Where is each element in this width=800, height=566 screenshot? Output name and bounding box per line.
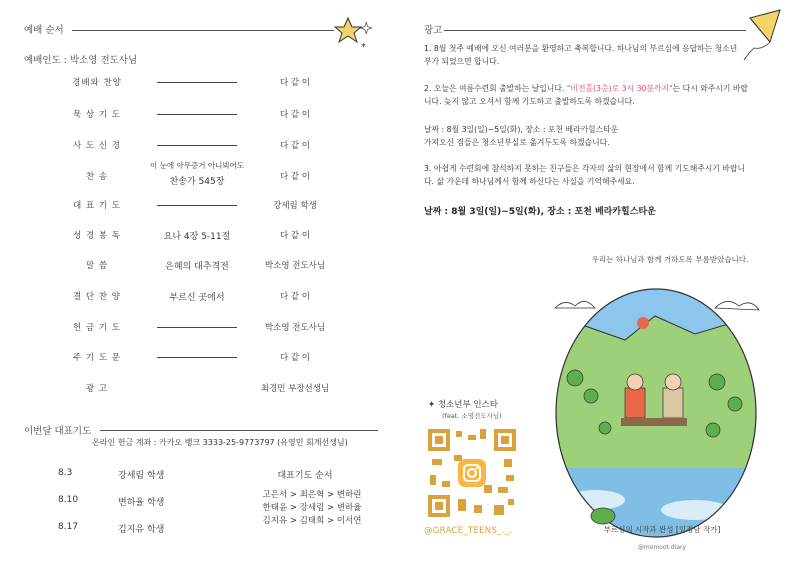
offering-account: 온라인 헌금 계좌 : 카카오 뱅크 3333-25-9773797 (유영민 회계선생님)	[92, 438, 348, 447]
order-label: 결 단 찬 양	[73, 292, 121, 302]
ann2-text: 2. 오늘은 여름수련회 출발하는 날입니다.	[424, 84, 567, 93]
order-blank	[157, 82, 237, 83]
insta-title-text: 청소년부 인스타	[437, 400, 499, 410]
order-label: 주 기 도 문	[73, 353, 121, 363]
insta-handle[interactable]: @GRACE_TEENS_._.	[424, 526, 513, 536]
order-item: 요나 4장 5-11절	[163, 232, 231, 242]
ann2-highlight: "비전홀(3층)로 3시 30분까지"	[566, 84, 673, 93]
ann2-details	[424, 123, 754, 149]
illustration-caption: 부르심의 시작과 완성 [임정남 작가]	[603, 525, 721, 534]
order-label: 묵 상 기 도	[73, 110, 121, 120]
announcement-1: 1. 8월 첫주 예배에 오신 여러분을 환영하고 축복합니다. 하나님의 부르심에 응답하는 청소년부가 되었으면 합니다.	[424, 44, 738, 66]
order-person: 다 같 이	[279, 141, 311, 151]
insta-sub: (feat. 소영전도사님)	[442, 412, 502, 420]
order-label: 찬 송	[85, 172, 109, 182]
retreat-info: 날짜 : 8월 3일(일)~5일(화), 장소 : 포천 베라카힐스타운	[424, 207, 656, 217]
prayer-date: 8.17	[58, 522, 79, 532]
ann2-detail: 가져오신 짐들은 청소년부실로 옮겨두도록 하겠습니다.	[424, 138, 610, 147]
star-icon	[334, 14, 384, 54]
worship-leader: 예배인도 : 박소영 전도사님	[24, 55, 138, 66]
order-label: 대 표 기 도	[73, 201, 121, 211]
order-person: 박소영 전도사님	[264, 261, 326, 271]
order-blank	[157, 145, 237, 146]
order-label: 성 경 봉 독	[73, 231, 121, 241]
order-blank	[157, 114, 237, 115]
order-label: 경배와 찬양	[72, 78, 122, 88]
order-blank	[157, 357, 237, 358]
ann2-detail: 날짜 : 8월 3일(일)~5일(화), 장소 : 포천 베라카힐스타운	[424, 125, 619, 134]
illustration	[545, 278, 767, 540]
star-icon: ✦	[428, 400, 438, 410]
svg-text:*: *	[361, 42, 366, 53]
hymn-title: 이 눈에 아무증거 아니뵈어도	[149, 161, 245, 170]
order-section-title: 예배 순서	[24, 25, 64, 36]
prayer-section-title: 이번달 대표기도	[24, 426, 92, 437]
order-person: 다 같 이	[279, 172, 311, 182]
order-person: 다 같 이	[279, 353, 311, 363]
illustration-credit: @momoot.diary	[637, 544, 687, 551]
order-label: 사 도 신 경	[73, 141, 121, 151]
prayer-rotation	[242, 489, 382, 528]
order-item: 찬송가 545장	[169, 177, 225, 187]
announce-section-title: 광고	[424, 25, 443, 36]
announcement-3: 3. 아쉽게 수련회에 참석하지 못하는 친구들은 각자의 삶의 현장에서 함께 기도해주시기 바랍니다. 삶 가운데 하나님께서 함께 하신다는 사실을 기억해주세요.	[424, 164, 745, 186]
qr-code[interactable]	[424, 425, 520, 521]
kite-icon	[740, 6, 796, 62]
order-person: 다 같 이	[279, 231, 311, 241]
prayer-name: 강세림 학생	[118, 471, 165, 481]
rotation-line: 고은서 > 최은혁 > 변하린	[262, 490, 362, 500]
calling-text: 우리는 하나님과 함께 거하도록 부름받았습니다.	[591, 255, 749, 264]
prayer-order-header: 대표기도 순서	[277, 471, 333, 481]
prayer-date: 8.10	[58, 495, 79, 505]
order-blank	[157, 205, 237, 206]
order-person: 최경민 부장선생님	[260, 384, 330, 394]
order-label: 헌 금 기 도	[73, 323, 121, 333]
order-item: 은혜의 대추격전	[165, 262, 229, 272]
order-person: 다 같 이	[279, 78, 311, 88]
order-person: 다 같 이	[279, 292, 311, 302]
order-person: 다 같 이	[279, 110, 311, 120]
insta-title	[428, 398, 498, 410]
prayer-date: 8.3	[58, 468, 73, 478]
announcement-2	[424, 82, 754, 108]
prayer-name: 김지유 학생	[118, 525, 165, 535]
order-label: 말 씀	[85, 261, 109, 271]
divider	[72, 30, 334, 31]
order-label: 광 고	[85, 384, 109, 394]
order-blank	[157, 327, 237, 328]
rotation-line: 한태윤 > 강세림 > 변하율	[262, 503, 362, 513]
divider	[444, 30, 746, 31]
ann2-text: 는 다시 와주시기 바랍니다. 늦지 않고 오셔서 함께 기도하고 출발하도록 하겠습니다.	[424, 84, 748, 106]
order-person: 강세림 학생	[273, 201, 317, 211]
divider	[100, 430, 378, 431]
order-person: 박소영 전도사님	[264, 323, 326, 333]
order-item: 부르신 곳에서	[169, 293, 225, 303]
prayer-name: 변하율 학생	[118, 498, 165, 508]
rotation-line: 김지유 > 김태희 > 이서연	[262, 516, 362, 526]
